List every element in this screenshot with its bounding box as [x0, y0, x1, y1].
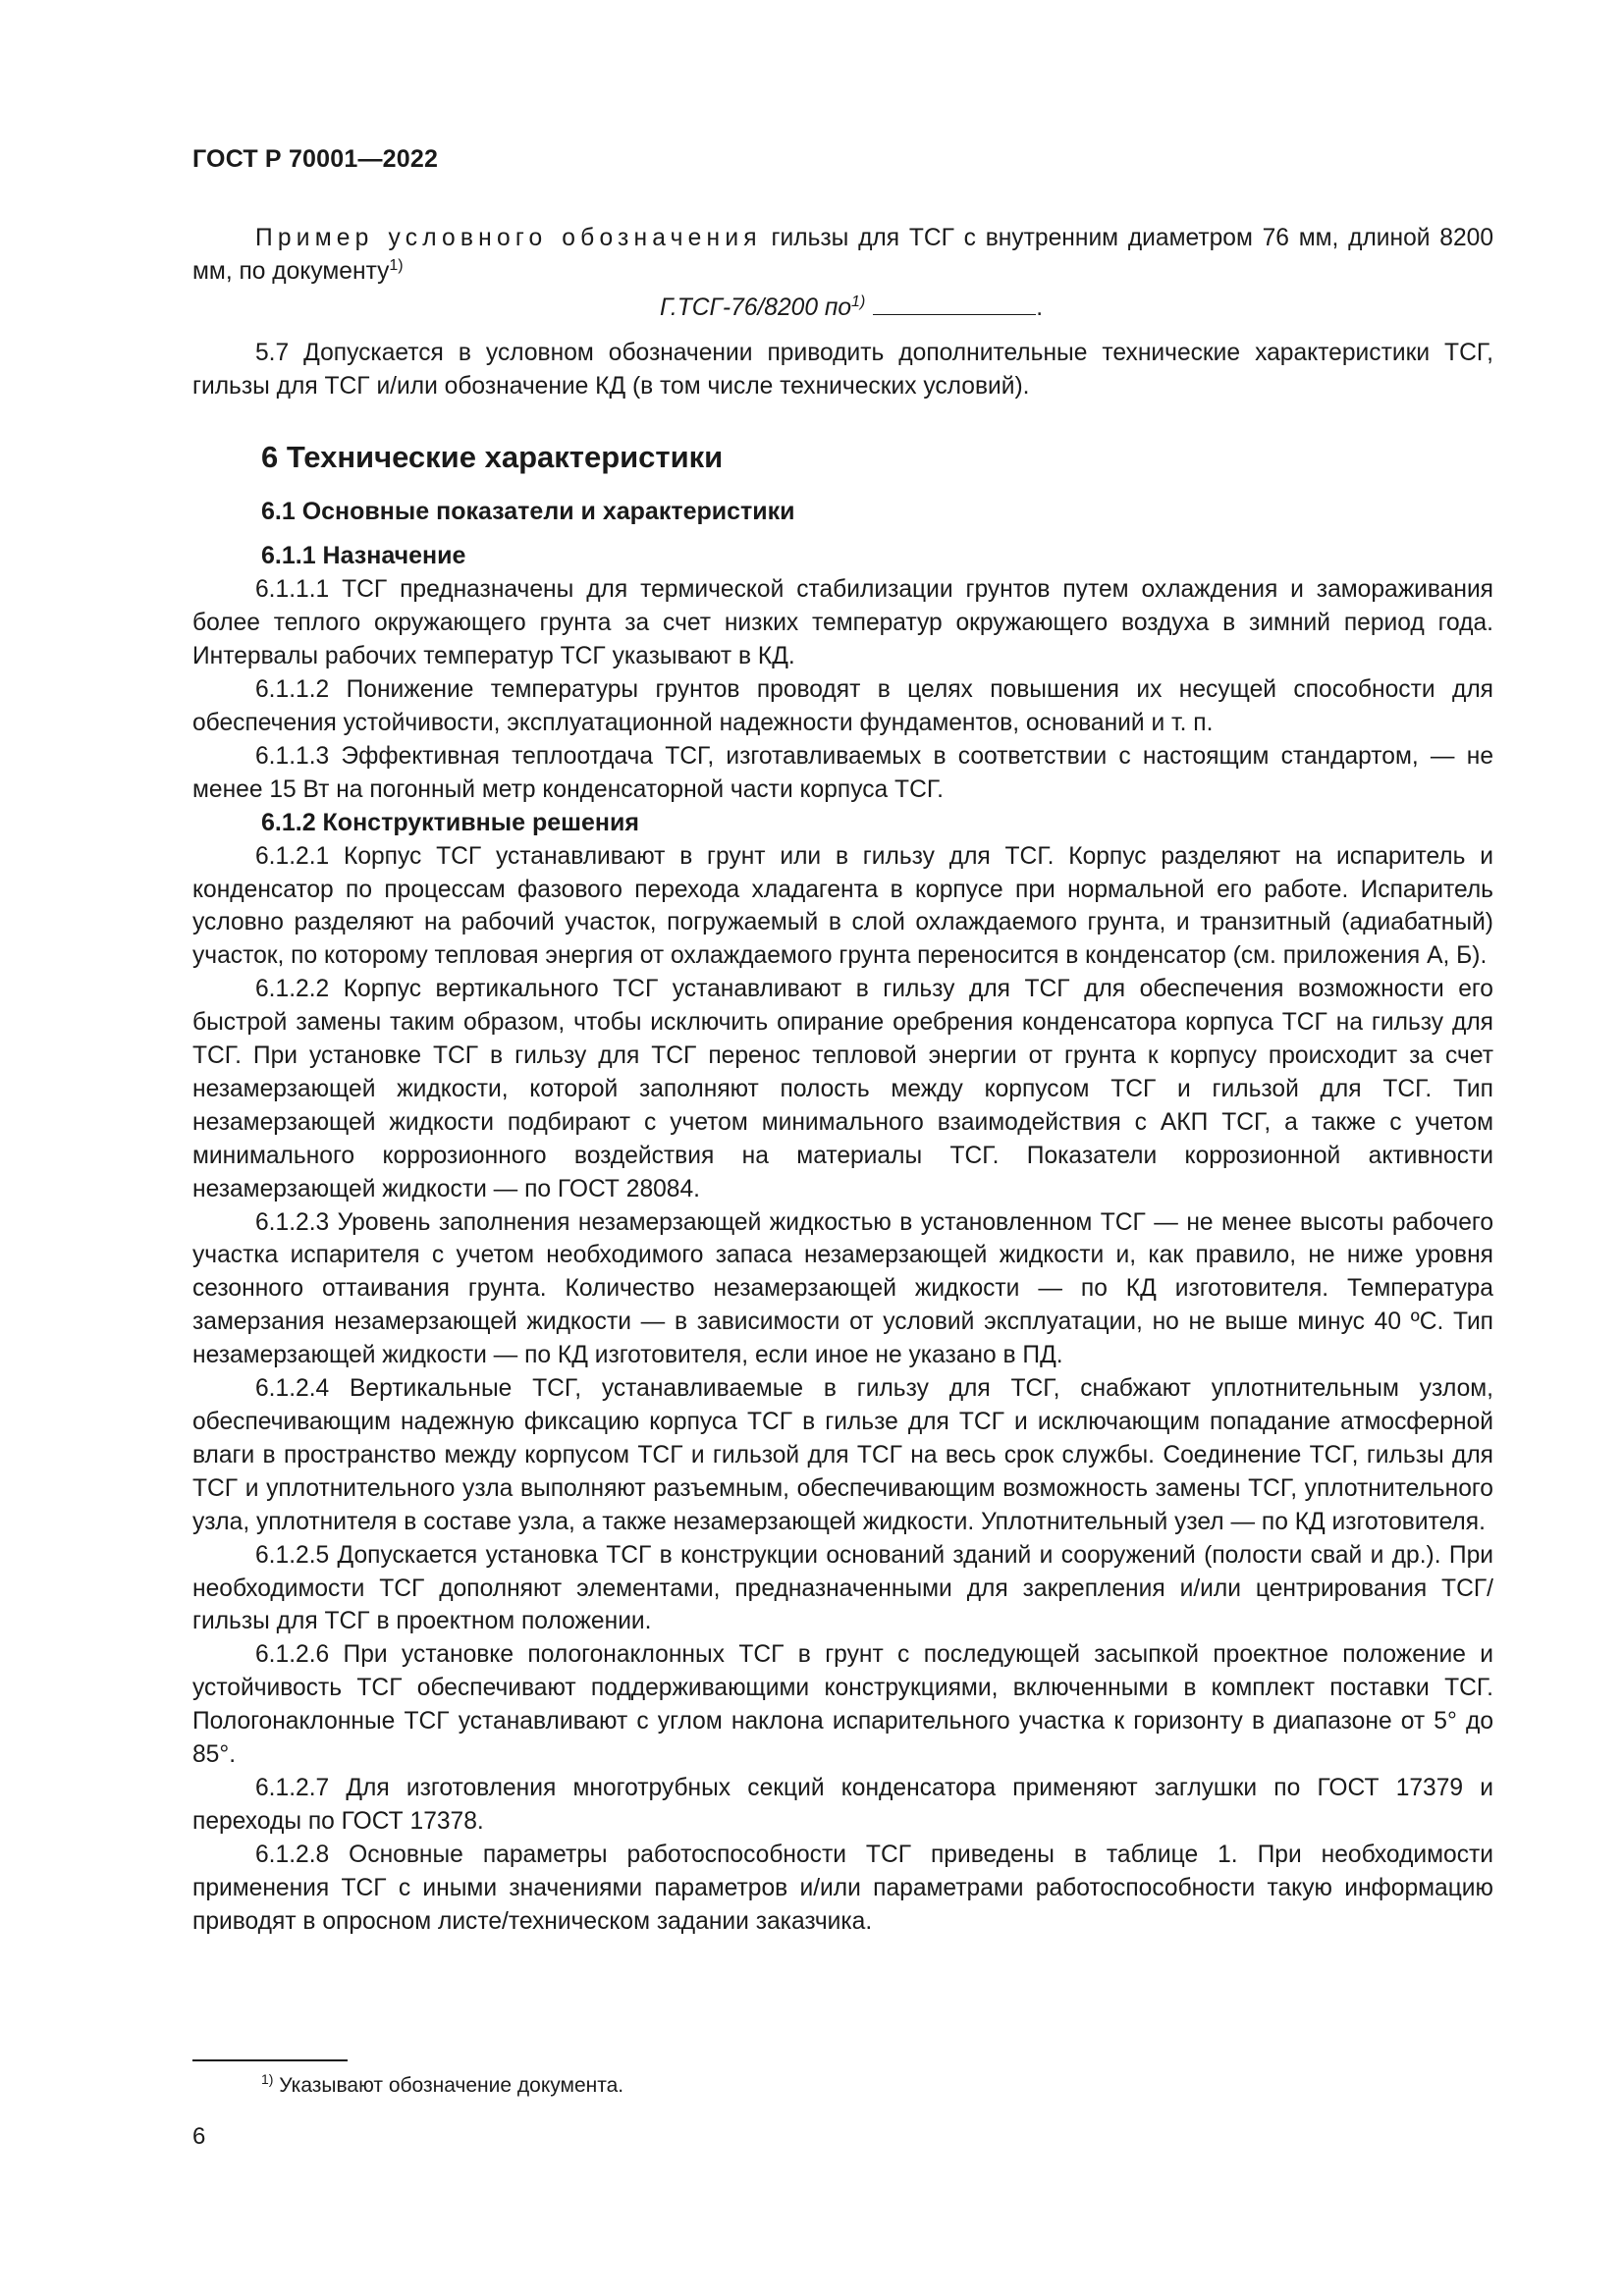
paragraph-6-1-2-6: 6.1.2.6 При установке пологонаклонных ТСГ в грунт с последующей засыпкой проектное положение и устойчивость ТСГ обеспечивают поддерживающими конструкциями, включенными в комплект поставки ТСГ. Пологонаклонные ТСГ устанавливают с углом наклона испарительного участка к горизонту в диапазоне от 5° до 85°.	[192, 1641, 1493, 1769]
subsection-6-1-2-heading: 6.1.2 Конструктивные решения	[261, 808, 639, 836]
example-paragraph	[192, 222, 1493, 289]
footnote-marker: 1)	[261, 2071, 274, 2087]
footnote	[261, 2071, 624, 2098]
paragraph-6-1-2-3: 6.1.2.3 Уровень заполнения незамерзающей жидкостью в установленном ТСГ — не менее высоты рабочего участка испарителя с учетом необходимого запаса незамерзающей жидкости и, как правило, не ниже уровня сезонного оттаивания грунта. Количество незамерзающей жидкости — по КД изготовителя. Температура замерзания незамерзающей жидкости — в зависимости от условий эксплуатации, но не выше минус 40 ºС. Тип незамерзающей жидкости — по КД изготовителя, если иное не указано в ПД.	[192, 1208, 1493, 1369]
footnote-text: Указывают обозначение документа.	[273, 2074, 624, 2097]
example-spaced-label: Пример условного обозначения	[255, 225, 762, 251]
formula-text: Г.ТСГ-76/8200 по	[660, 294, 852, 321]
paragraph-6-1-1-2: 6.1.1.2 Понижение температуры грунтов проводят в целях повышения их несущей способности для обеспечения устойчивости, эксплуатационной надежности фундаментов, оснований и т. п.	[192, 676, 1493, 736]
paragraph-6-1-1-3: 6.1.1.3 Эффективная теплоотдача ТСГ, изготавливаемых в соответствии с настоящим стандартом, — не менее 15 Вт на погонный метр конденсаторной части корпуса ТСГ.	[192, 742, 1493, 803]
footnote-separator	[192, 2059, 348, 2061]
blank-line	[873, 293, 1036, 315]
paragraph-6-1-2-8: 6.1.2.8 Основные параметры работоспособности ТСГ приведены в таблице 1. При необходимости применения ТСГ с иными значениями параметров и/или параметрами работоспособности такую информацию приводят в опросном листе/техническом задании заказчика.	[192, 1841, 1493, 1935]
paragraph-6-1-2-7: 6.1.2.7 Для изготовления многотрубных секций конденсатора применяют заглушки по ГОСТ 17379 и переходы по ГОСТ 17378.	[192, 1774, 1493, 1835]
section-6-heading: 6 Технические характеристики	[261, 439, 724, 474]
subsection-6-1-1-heading: 6.1.1 Назначение	[261, 542, 466, 570]
example-text: гильзы для ТСГ с внутренним диаметром 76 мм, длиной 8200 мм, по документу	[192, 225, 1493, 285]
footnote-ref: 1)	[389, 256, 404, 274]
paragraph-5-7: 5.7 Допускается в условном обозначении приводить дополнительные технические характеристики ТСГ, гильзы для ТСГ и/или обозначение КД (в том числе технических условий).	[192, 339, 1493, 400]
standard-designation: ГОСТ Р 70001—2022	[192, 145, 439, 173]
paragraph-6-1-2-4: 6.1.2.4 Вертикальные ТСГ, устанавливаемые в гильзу для ТСГ, снабжают уплотнительным узлом, обеспечивающим надежную фиксацию корпуса ТСГ в гильзе для ТСГ и исключающим попадание атмосферной влаги в пространство между корпусом ТСГ и гильзой для ТСГ на весь срок службы. Соединение ТСГ, гильзы для ТСГ и уплотнительного узла выполняют разъемным, обеспечивающим возможность замены ТСГ, уплотнительного узла, уплотнителя в составе узла, а также незамерзающей жидкости. Уплотнительный узел — по КД изготовителя.	[192, 1375, 1493, 1535]
subsection-6-1-heading: 6.1 Основные показатели и характеристики	[261, 497, 795, 525]
paragraph-6-1-2-5: 6.1.2.5 Допускается установка ТСГ в конструкции оснований зданий и сооружений (полости свай и др.). При необходимости ТСГ дополняют элементами, предназначенными для закрепления и/или центрирования ТСГ/гильзы для ТСГ в проектном положении.	[192, 1541, 1493, 1635]
paragraph-6-1-2-2: 6.1.2.2 Корпус вертикального ТСГ устанавливают в гильзу для ТСГ для обеспечения возможности его быстрой замены таким образом, чтобы исключить опирание оребрения конденсатора корпуса ТСГ на гильзу для ТСГ. При установке ТСГ в гильзу для ТСГ перенос тепловой энергии от грунта к корпусу происходит за счет незамерзающей жидкости, которой заполняют полость между корпусом ТСГ и гильзой для ТСГ. Тип незамерзающей жидкости подбирают с учетом минимального взаимодействия с АКП ТСГ, а также с учетом минимального коррозионного воздействия на материалы ТСГ. Показатели коррозионной активности незамерзающей жидкости — по ГОСТ 28084.	[192, 976, 1493, 1202]
designation-example	[192, 292, 1493, 325]
formula-period: .	[1036, 294, 1044, 321]
page-body	[192, 222, 1493, 1939]
formula-footnote-ref: 1)	[851, 293, 866, 310]
paragraph-6-1-2-1: 6.1.2.1 Корпус ТСГ устанавливают в грунт или в гильзу для ТСГ. Корпус разделяют на испаритель и конденсатор по процессам фазового перехода хладагента в корпусе при нормальной его работе. Испаритель условно разделяют на рабочий участок, погружаемый в слой охлаждаемого грунта, и транзитный (адиабатный) участок, по которому тепловая энергия от охлаждаемого грунта переносится в конденсатор (см. приложения А, Б).	[192, 842, 1493, 970]
paragraph-6-1-1-1: 6.1.1.1 ТСГ предназначены для термической стабилизации грунтов путем охлаждения и замораживания более теплого окружающего грунта за счет низких температур окружающего воздуха в зимний период года. Интервалы рабочих температур ТСГ указывают в КД.	[192, 576, 1493, 670]
page-number: 6	[192, 2123, 206, 2150]
